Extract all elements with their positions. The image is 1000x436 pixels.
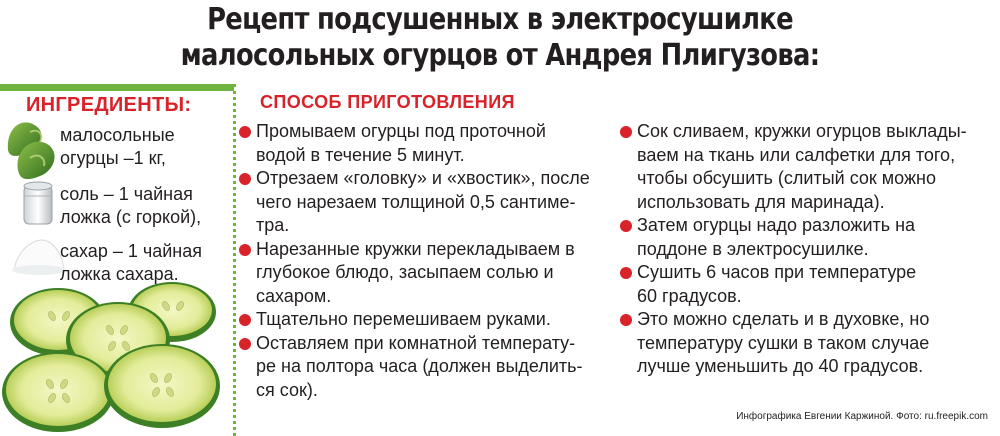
credit-caption: Инфографика Евгении Каржиной. Фото: ru.freepik.com — [736, 411, 988, 422]
step-text: Промываем огурцы под проточной водой в течение 5 минут. — [256, 121, 546, 165]
pickled-cucumber-icon — [8, 122, 55, 179]
step-text: Отрезаем «головку» и «хвостик», после чего нарезаем толщиной 0,5 сантиме- тра. — [256, 168, 590, 235]
ingredient-cucumbers: малосольные огурцы –1 кг, — [60, 125, 175, 168]
ingredient-sugar: сахар – 1 чайная ложка сахара. — [60, 241, 202, 284]
ingredient-salt: соль – 1 чайная ложка (с горкой), — [60, 184, 202, 227]
step-item — [236, 238, 608, 309]
steps-column-1 — [236, 120, 608, 402]
sugar-pile-icon — [12, 240, 66, 275]
step-item — [617, 308, 987, 379]
step-item — [617, 214, 987, 261]
bullet-dot-icon — [239, 173, 251, 185]
step-text: Оставляем при комнатной температу- ре на полтора часа (должен выделить- ся сок). — [256, 332, 583, 400]
step-text: Сок сливаем, кружки огурцов выклады- ваем на ткань или салфетки для того, чтобы обсушить (слитый сок можно использовать для маринада). — [637, 121, 967, 212]
step-item — [236, 332, 608, 403]
step-item — [617, 120, 987, 214]
salt-shaker-icon — [24, 182, 52, 224]
title-line-1: Рецепт подсушенных в электросушилке — [207, 2, 793, 37]
step-item — [236, 120, 608, 167]
bullet-dot-icon — [239, 126, 251, 138]
step-item — [236, 167, 608, 238]
step-text: Нарезанные кружки перекладываем в глубокое блюдо, засыпаем солью и сахаром. — [256, 238, 575, 306]
bullet-dot-icon — [620, 314, 632, 326]
bullet-dot-icon — [239, 314, 251, 326]
bullet-dot-icon — [620, 220, 632, 232]
step-text: Тщательно перемешиваем руками. — [256, 309, 551, 329]
step-item — [236, 308, 608, 332]
cucumber-slices-icon — [2, 282, 220, 432]
steps-column-2 — [617, 120, 987, 379]
bullet-dot-icon — [620, 126, 632, 138]
bullet-dot-icon — [239, 338, 251, 350]
title-line-2: малосольных огурцов от Андрея Плигузова: — [180, 38, 820, 73]
ingredients-heading: ИНГРЕДИЕНТЫ: — [26, 94, 192, 116]
bullet-dot-icon — [239, 244, 251, 256]
step-text: Это можно сделать и в духовке, но температуру сушки в таком случае лучше уменьшить до 40 градусов. — [637, 309, 930, 376]
method-heading: СПОСОБ ПРИГОТОВЛЕНИЯ — [260, 92, 515, 112]
step-item — [617, 261, 987, 308]
bullet-dot-icon — [620, 267, 632, 279]
step-text: Сушить 6 часов при температуре 60 градусов. — [637, 262, 917, 306]
step-text: Затем огурцы надо разложить на поддоне в электросушилке. — [637, 215, 916, 259]
